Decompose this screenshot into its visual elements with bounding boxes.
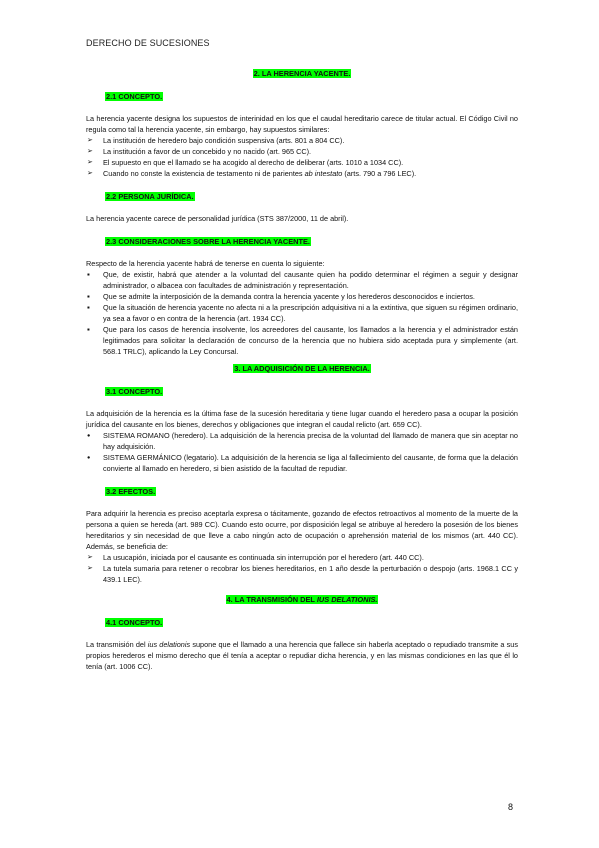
square-list [86,269,518,357]
list-item: ● SISTEMA ROMANO (heredero). La adquisición de la herencia precisa de la voluntad del llamado de manera que sin aceptar no hay adquisición. [86,430,518,452]
list-item: ➢ La usucapión, iniciada por el causante es continuada sin interrupción por el heredero (art. 440 CC). [86,552,518,563]
paragraph: La transmisión del ius delationis supone que el llamado a una herencia que fallece sin haberla aceptado o repudiado transmite a sus propios herederos el mismo derecho que él tenía a aceptar o repudiar dicha herencia, y en las mismas condiciones en las que él lo tenía (art. 1006 CC). [86,640,518,671]
arrow-bullet-icon [87,157,97,168]
dot-bullet-icon [87,430,97,442]
running-header: DERECHO DE SUCESIONES [86,38,210,48]
arrow-list [86,135,518,179]
arrow-bullet-icon [87,146,97,157]
list-item: ➢ El supuesto en que el llamado se ha acogido al derecho de deliberar (arts. 1010 a 1034 CC). [86,157,518,168]
dot-list [86,430,518,474]
arrow-bullet-icon [87,563,97,574]
square-bullet-icon [87,324,97,336]
section-heading-2 [86,68,518,79]
section-title: 3. LA ADQUISICIÓN DE LA HERENCIA. [234,364,370,373]
list-item: ▪ Que para los casos de herencia insolvente, los acreedores del causante, los llamados a la herencia y el administrador están legitimados para solicitar la declaración de concurso de la herencia que no hubiera sido aceptada pura y simplemente (art. 568.1 TRLC), aplicando la Ley Concursal. [86,324,518,357]
list-item: ● SISTEMA GERMÁNICO (legatario). La adquisición de la herencia se liga al fallecimiento del causante, de forma que la delación convierte al llamado en heredero, si bien asistido de la facultad de repudiar. [86,452,518,474]
subsection-heading-3-2: 3.2 EFECTOS. [106,487,156,496]
list-item: ▪ Que, de existir, habrá que atender a la voluntad del causante quien ha podido determinar el régimen a seguir y designar administrador, o albacea con facultades de administración y representación. [86,269,518,291]
list-item: ➢ La tutela sumaria para retener o recobrar los bienes hereditarios, en 1 año desde la perturbación o despojo (arts. 1968.1 CC y 439.1 LEC). [86,563,518,585]
section-heading-3 [86,363,518,374]
paragraph: La herencia yacente carece de personalidad jurídica (STS 387/2000, 11 de abril). [86,214,349,223]
page-number: 8 [507,802,513,812]
paragraph: Para adquirir la herencia es preciso aceptarla expresa o tácitamente, gozando de efectos retroactivos al momento de la muerte de la persona a quien se hereda (art. 989 CC). Cuando esto ocurre, por disposición legal se atribuye al heredero la posesión de los bienes hereditarios y sin necesidad de que lleve a cabo ningún acto de ocupación o aprehensión material de los mismos (art. 440 CC). Además, se beneficia de: [86,509,518,551]
subsection-heading-4-1: 4.1 CONCEPTO. [106,618,163,627]
list-item: ➢ Cuando no conste la existencia de testamento ni de parientes ab intestato (arts. 790 a 796 LEC). [86,168,518,179]
subsection-heading-3-1: 3.1 CONCEPTO. [106,387,163,396]
list-item: ➢ La institución de heredero bajo condición suspensiva (arts. 801 a 804 CC). [86,135,518,146]
subsection-heading-2-2: 2.2 PERSONA JURÍDICA. [106,192,194,201]
subsection-heading-2-3: 2.3 CONSIDERACIONES SOBRE LA HERENCIA YACENTE. [106,237,310,246]
section-heading-4 [86,594,518,605]
square-bullet-icon [87,269,97,281]
section-title: 4. LA TRANSMISIÓN DEL IUS DELATIONIS. [226,595,378,604]
list-item: ▪ Que se admite la interposición de la demanda contra la herencia yacente y los herederos desconocidos e inciertos. [86,291,518,302]
square-bullet-icon [87,302,97,314]
arrow-list [86,552,518,585]
list-item: ▪ Que la situación de herencia yacente no afecta ni a la prescripción adquisitiva ni a la extintiva, que siguen su régimen ordinario, ya sea a favor o en contra de la herencia (art. 1934 CC). [86,302,518,324]
page-content [86,68,518,672]
arrow-bullet-icon [87,135,97,146]
arrow-bullet-icon [87,168,97,179]
dot-bullet-icon [87,452,97,464]
paragraph: La adquisición de la herencia es la última fase de la sucesión hereditaria y tiene lugar cuando el heredero pasa a ocupar la posición jurídica del causante en los bienes, derechos y obligaciones que integran el caudal relicto (art. 659 CC). [86,409,518,429]
paragraph: Respecto de la herencia yacente habrá de tenerse en cuenta lo siguiente: [86,259,325,268]
list-item: ➢ La institución a favor de un concebido y no nacido (art. 965 CC). [86,146,518,157]
subsection-heading-2-1: 2.1 CONCEPTO. [106,92,163,101]
paragraph: La herencia yacente designa los supuestos de interinidad en los que el caudal hereditario carece de titular actual. El Código Civil no regula como tal la herencia yacente, sin embargo, hay supuestos similares: [86,114,518,134]
arrow-bullet-icon [87,552,97,563]
section-title: 2. LA HERENCIA YACENTE. [253,69,351,78]
